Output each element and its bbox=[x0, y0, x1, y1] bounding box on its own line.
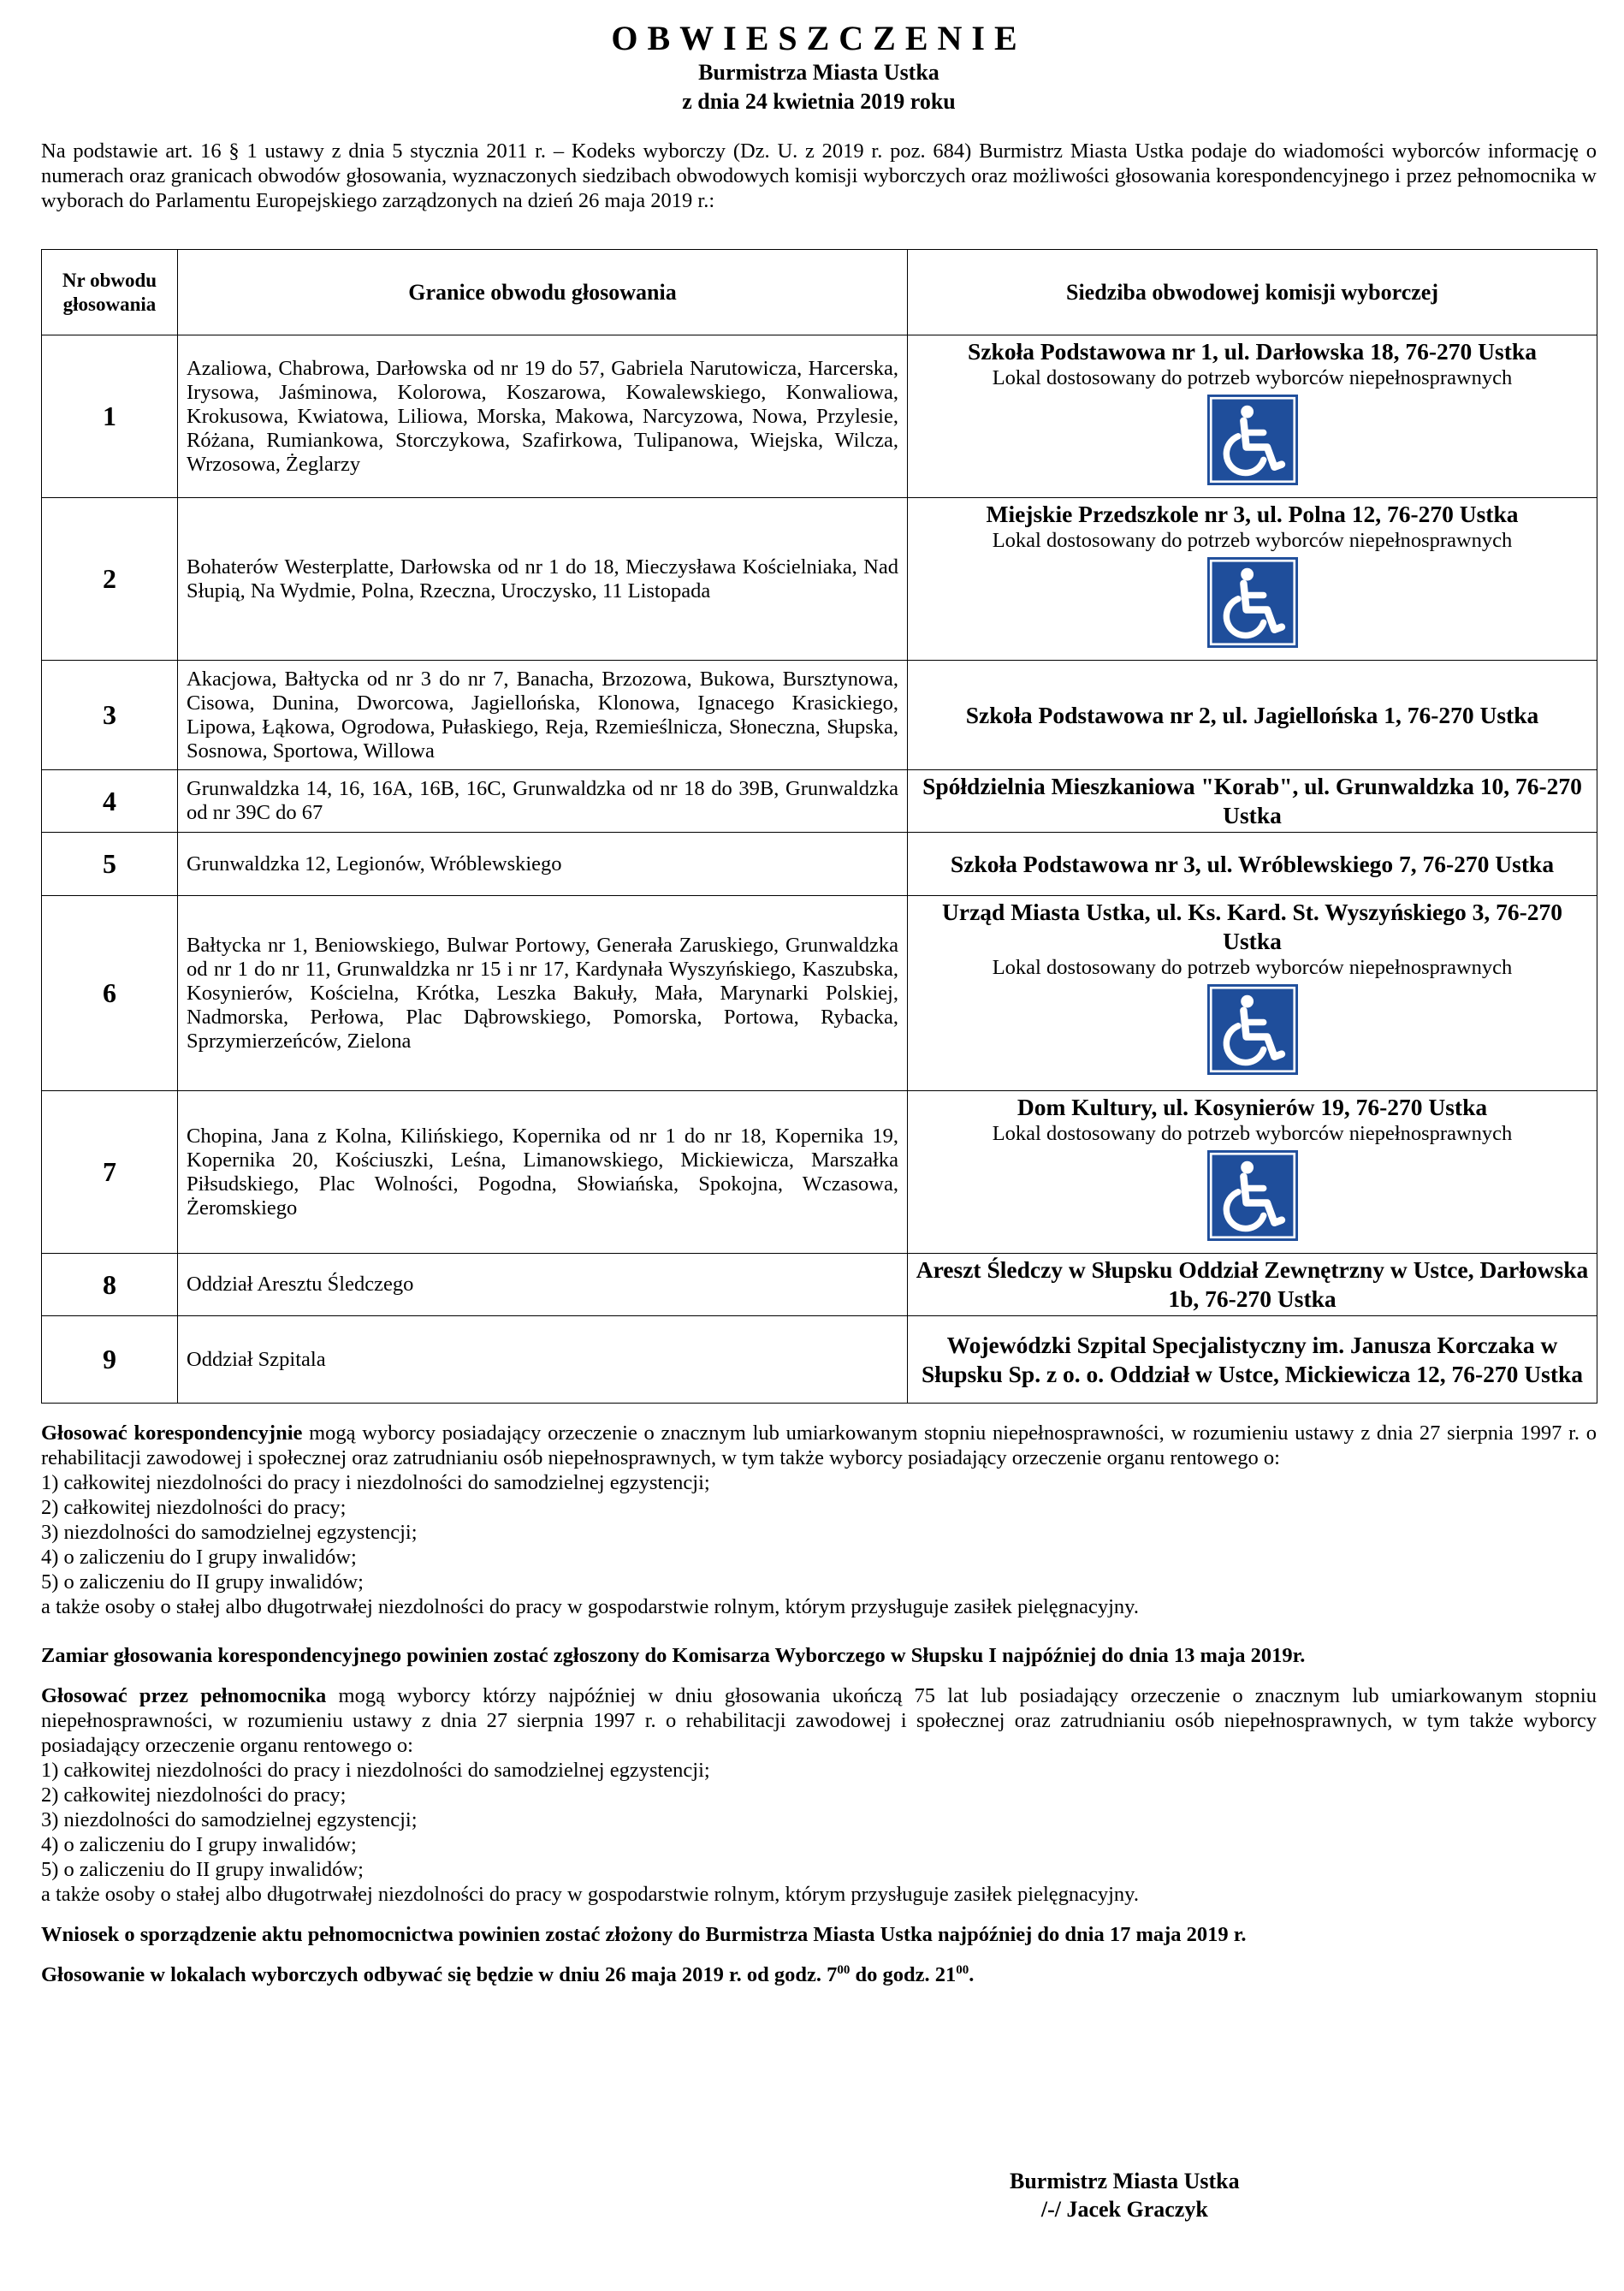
wheelchair-icon bbox=[1207, 984, 1298, 1075]
commission-seat-name: Miejskie Przedszkole nr 3, ul. Polna 12, 76-270 Ustka bbox=[986, 501, 1519, 527]
voting-hours-mid: do godz. bbox=[850, 1963, 935, 1986]
proxy-voting-text: mogą wyborcy którzy najpóźniej w dniu głosowania ukończą 75 lat lub posiadający orzeczenie o znacznym lub umiarkowanym stopniu niepełnosprawności, w rozumieniu ustawy z dnia 27 sierpnia 1997 r. o rehabilitacji zawodowej i społecznej oraz zatrudnianiu osób niepełnosprawnych, w tym także wyborcy posiadający orzeczenie organu rentowego o: bbox=[41, 1684, 1597, 1757]
district-number: 6 bbox=[42, 896, 178, 1091]
table-row bbox=[42, 833, 1597, 896]
voting-hours-end: . bbox=[969, 1963, 975, 1986]
wheelchair-icon bbox=[1207, 557, 1298, 648]
proxy-voting-item: 4) o zaliczeniu do I grupy inwalidów; bbox=[41, 1833, 357, 1856]
header-district-number: Nr obwodu głosowania bbox=[42, 250, 178, 335]
proxy-voting-paragraph bbox=[41, 1683, 1597, 1758]
district-boundaries: Bałtycka nr 1, Beniowskiego, Bulwar Portowy, Generała Zaruskiego, Grunwaldzka od nr 1 do nr 11, Grunwaldzka nr 15 i nr 17, Kardynała Wyszyńskiego, Kaszubska, Kosynierów, Kościelna, Krótka, Leszka Bakuły, Mała, Marynarki Polskiej, Nadmorska, Perłowa, Plac Dąbrowskiego, Pomorska, Portowa, Rybacka, Sprzymierzeńców, Zielona bbox=[178, 896, 908, 1091]
district-boundaries: Azaliowa, Chabrowa, Darłowska od nr 19 do 57, Gabriela Narutowicza, Harcerska, Irysowa, Jaśminowa, Kolorowa, Koszarowa, Kowalewskiego, Konwaliowa, Krokusowa, Kwiatowa, Liliowa, Morska, Makowa, Narcyzowa, Nowa, Przylesie, Różana, Rumiankowa, Storczykowa, Szafirkowa, Tulipanowa, Wiejska, Wilcza, Wrzosowa, Żeglarzy bbox=[178, 335, 908, 498]
commission-seat-name: Spółdzielnia Mieszkaniowa "Korab", ul. Grunwaldzka 10, 76-270 Ustka bbox=[922, 773, 1582, 828]
postal-voting-item: 4) o zaliczeniu do I grupy inwalidów; bbox=[41, 1546, 357, 1569]
accessible-note: Lokal dostosowany do potrzeb wyborców niepełnosprawnych bbox=[992, 529, 1513, 552]
notes-section bbox=[41, 1421, 1597, 1987]
commission-seat bbox=[908, 770, 1597, 833]
district-number: 4 bbox=[42, 770, 178, 833]
table-header-row bbox=[42, 250, 1597, 335]
wheelchair-icon bbox=[1207, 395, 1298, 485]
header-commission-seat: Siedziba obwodowej komisji wyborczej bbox=[908, 250, 1597, 335]
district-number: 9 bbox=[42, 1316, 178, 1404]
table-row bbox=[42, 896, 1597, 1091]
voting-end-minutes: 00 bbox=[956, 1962, 969, 1977]
table-row bbox=[42, 498, 1597, 661]
postal-voting-text: mogą wyborcy posiadający orzeczenie o znacznym lub umiarkowanym stopniu niepełnosprawności, w rozumieniu ustawy z dnia 27 sierpnia 1997 r. o rehabilitacji zawodowej i społecznej oraz zatrudnianiu osób niepełnosprawnych, w tym także wyborcy posiadający orzeczenie organu rentowego o: bbox=[41, 1421, 1597, 1469]
district-number: 1 bbox=[42, 335, 178, 498]
commission-seat bbox=[908, 1254, 1597, 1316]
voting-hours bbox=[41, 1962, 1597, 1987]
postal-voting-item: 3) niezdolności do samodzielnej egzystencji; bbox=[41, 1521, 418, 1544]
district-boundaries: Chopina, Jana z Kolna, Kilińskiego, Kopernika od nr 1 do nr 18, Kopernika 19, Kopernika 20, Kościuszki, Leśna, Limanowskiego, Mickiewicza, Marszałka Piłsudskiego, Plac Wolności, Pogodna, Słowiańska, Spokojna, Wczasowa, Żeromskiego bbox=[178, 1091, 908, 1254]
voting-start-hour: 7 bbox=[827, 1963, 838, 1986]
district-number: 7 bbox=[42, 1091, 178, 1254]
proxy-voting-item: 2) całkowitej niezdolności do pracy; bbox=[41, 1784, 347, 1807]
document-date: z dnia 24 kwietnia 2019 roku bbox=[682, 89, 956, 114]
postal-voting-item: 1) całkowitej niezdolności do pracy i niezdolności do samodzielnej egzystencji; bbox=[41, 1471, 710, 1494]
commission-seat bbox=[908, 498, 1597, 661]
table-row bbox=[42, 1091, 1597, 1254]
district-boundaries: Bohaterów Westerplatte, Darłowska od nr 1 do 18, Mieczysława Kościelniaka, Nad Słupią, Na Wydmie, Polna, Rzeczna, Uroczysko, 11 Listopada bbox=[178, 498, 908, 661]
commission-seat-name: Urząd Miasta Ustka, ul. Ks. Kard. St. Wyszyńskiego 3, 76-270 Ustka bbox=[942, 899, 1562, 954]
proxy-voting-item: 5) o zaliczeniu do II grupy inwalidów; bbox=[41, 1858, 364, 1881]
commission-seat-name: Szkoła Podstawowa nr 3, ul. Wróblewskiego 7, 76-270 Ustka bbox=[950, 850, 1555, 877]
table-row bbox=[42, 770, 1597, 833]
commission-seat bbox=[908, 833, 1597, 896]
district-boundaries: Akacjowa, Bałtycka od nr 3 do nr 7, Banacha, Brzozowa, Bukowa, Bursztynowa, Cisowa, Dunina, Dworcowa, Jagiellońska, Klonowa, Ignacego Krasickiego, Lipowa, Łąkowa, Ogrodowa, Pułaskiego, Reja, Rzemieślnicza, Słoneczna, Słupska, Sosnowa, Sportowa, Willowa bbox=[178, 661, 908, 770]
proxy-voting-item: 1) całkowitej niezdolności do pracy i niezdolności do samodzielnej egzystencji; bbox=[41, 1759, 710, 1782]
commission-seat-name: Szkoła Podstawowa nr 1, ul. Darłowska 18, 76-270 Ustka bbox=[968, 338, 1537, 365]
commission-seat bbox=[908, 335, 1597, 498]
postal-voting-paragraph bbox=[41, 1421, 1597, 1470]
document-issuer: Burmistrza Miasta Ustka bbox=[698, 60, 939, 85]
table-row bbox=[42, 661, 1597, 770]
proxy-deadline: Wniosek o sporządzenie aktu pełnomocnictwa powinien zostać złożony do Burmistrza Miasta Ustka najpóźniej do dnia 17 maja 2019 r. bbox=[41, 1923, 1247, 1946]
districts-table bbox=[41, 249, 1597, 1404]
district-number: 5 bbox=[42, 833, 178, 896]
commission-seat-name: Szkoła Podstawowa nr 2, ul. Jagiellońska 1, 76-270 Ustka bbox=[965, 701, 1539, 728]
document-title: OBWIESZCZENIE bbox=[611, 19, 1027, 57]
postal-voting-item: 5) o zaliczeniu do II grupy inwalidów; bbox=[41, 1570, 364, 1594]
accessible-note: Lokal dostosowany do potrzeb wyborców niepełnosprawnych bbox=[992, 366, 1513, 389]
proxy-voting-item: 3) niezdolności do samodzielnej egzystencji; bbox=[41, 1808, 418, 1831]
postal-voting-tail: a także osoby o stałej albo długotrwałej niezdolności do pracy w gospodarstwie rolnym, którym przysługuje zasiłek pielęgnacyjny. bbox=[41, 1595, 1139, 1618]
table-body bbox=[42, 335, 1597, 1404]
postal-voting-deadline: Zamiar głosowania korespondencyjnego powinien zostać zgłoszony do Komisarza Wyborczego w Słupsku I najpóźniej do dnia 13 maja 2019r. bbox=[41, 1644, 1306, 1667]
signature-role: Burmistrz Miasta Ustka bbox=[1010, 2169, 1240, 2193]
commission-seat bbox=[908, 1091, 1597, 1254]
commission-seat bbox=[908, 1316, 1597, 1404]
voting-hours-text: Głosowanie w lokalach wyborczych odbywać się będzie w dniu 26 maja 2019 r. od godz. bbox=[41, 1963, 827, 1986]
district-boundaries: Oddział Aresztu Śledczego bbox=[178, 1254, 908, 1316]
proxy-voting-lead: Głosować przez pełnomocnika bbox=[41, 1684, 327, 1707]
voting-end-hour: 21 bbox=[934, 1963, 957, 1986]
district-boundaries: Grunwaldzka 14, 16, 16A, 16B, 16C, Grunwaldzka od nr 18 do 39B, Grunwaldzka od nr 39C do 67 bbox=[178, 770, 908, 833]
voting-start-minutes: 00 bbox=[837, 1962, 851, 1977]
district-number: 3 bbox=[42, 661, 178, 770]
document-page bbox=[41, 19, 1597, 1987]
commission-seat bbox=[908, 661, 1597, 770]
signature-name: /-/ Jacek Graczyk bbox=[1040, 2197, 1208, 2222]
district-boundaries: Oddział Szpitala bbox=[178, 1316, 908, 1404]
postal-voting-item: 2) całkowitej niezdolności do pracy; bbox=[41, 1496, 347, 1519]
intro-paragraph: Na podstawie art. 16 § 1 ustawy z dnia 5 stycznia 2011 r. – Kodeks wyborczy (Dz. U. z 2019 r. poz. 684) Burmistrz Miasta Ustka podaje do wiadomości wyborców informację o numerach oraz granicach obwodów głosowania, wyznaczonych siedzibach obwodowych komisji wyborczych oraz możliwości głosowania korespondencyjnego i przez pełnomocnika w wyborach do Parlamentu Europejskiego zarządzonych na dzień 26 maja 2019 r.: bbox=[41, 139, 1597, 212]
table-row bbox=[42, 1316, 1597, 1404]
commission-seat-name: Areszt Śledczy w Słupsku Oddział Zewnętrzny w Ustce, Darłowska 1b, 76-270 Ustka bbox=[916, 1256, 1589, 1312]
district-number: 8 bbox=[42, 1254, 178, 1316]
table-row bbox=[42, 335, 1597, 498]
district-boundaries: Grunwaldzka 12, Legionów, Wróblewskiego bbox=[178, 833, 908, 896]
signature-block bbox=[1010, 2167, 1240, 2223]
commission-seat-name: Wojewódzki Szpital Specjalistyczny im. Janusza Korczaka w Słupsku Sp. z o. o. Oddział w Ustce, Mickiewicza 12, 76-270 Ustka bbox=[921, 1331, 1584, 1387]
header-district-boundaries: Granice obwodu głosowania bbox=[178, 250, 908, 335]
postal-voting-lead: Głosować korespondencyjnie bbox=[41, 1421, 303, 1445]
accessible-note: Lokal dostosowany do potrzeb wyborców niepełnosprawnych bbox=[992, 1122, 1513, 1145]
proxy-voting-tail: a także osoby o stałej albo długotrwałej niezdolności do pracy w gospodarstwie rolnym, którym przysługuje zasiłek pielęgnacyjny. bbox=[41, 1883, 1139, 1906]
wheelchair-icon bbox=[1207, 1150, 1298, 1241]
commission-seat-name: Dom Kultury, ul. Kosynierów 19, 76-270 Ustka bbox=[1016, 1094, 1488, 1120]
table-row bbox=[42, 1254, 1597, 1316]
accessible-note: Lokal dostosowany do potrzeb wyborców niepełnosprawnych bbox=[992, 956, 1513, 979]
commission-seat bbox=[908, 896, 1597, 1091]
district-number: 2 bbox=[42, 498, 178, 661]
